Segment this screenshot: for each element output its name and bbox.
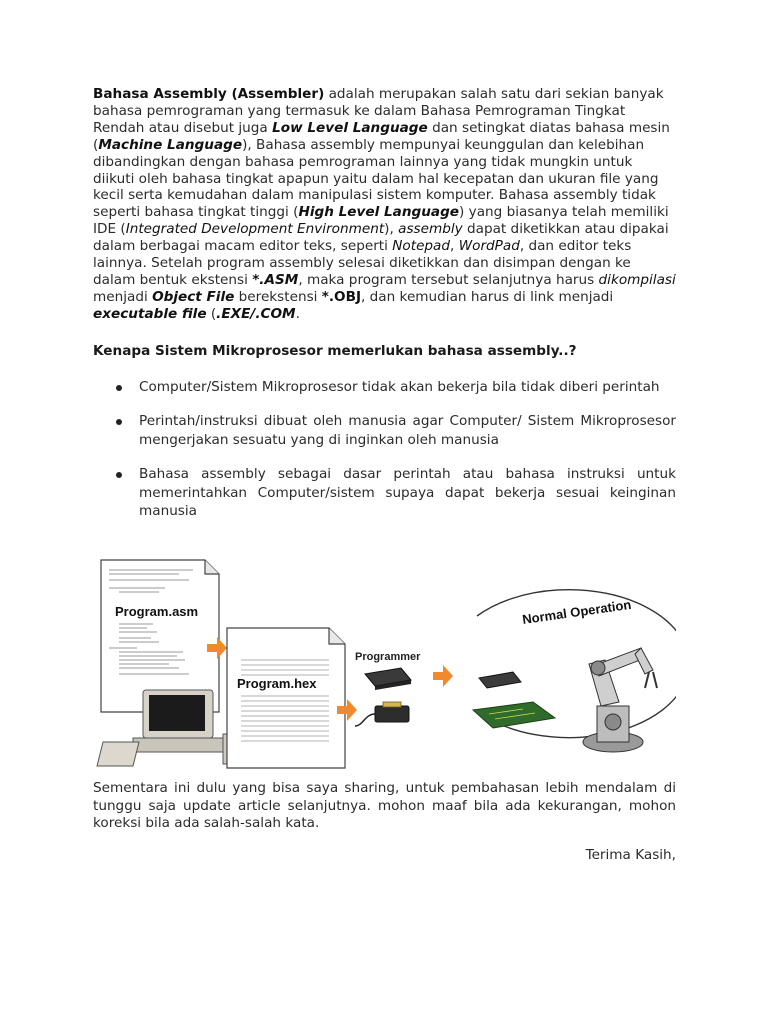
term-notepad: Notepad bbox=[392, 238, 451, 255]
list-item: Perintah/instruksi dibuat oleh manusia agar Computer/ Sistem Mikroprosesor mengerjakan sesuatu yang di inginkan oleh manusia bbox=[93, 412, 676, 449]
circuit-board-icon bbox=[473, 702, 555, 728]
term-bahasa-assembly: Bahasa Assembly (Assembler) bbox=[93, 86, 325, 102]
normal-operation-label: Normal Operation bbox=[521, 596, 633, 627]
chip-icon bbox=[479, 672, 521, 688]
robot-arm-icon bbox=[583, 648, 657, 752]
closing-paragraph: Sementara ini dulu yang bisa saya sharing, untuk pembahasan lebih mendalam di tunggu saja update article selanjutnya. mohon maaf bila ada kekurangan, mohon koreksi bila ada salah-salah kata. bbox=[93, 780, 676, 831]
term-low-level-language: Low Level Language bbox=[272, 119, 428, 136]
list-item: Computer/Sistem Mikroprosesor tidak akan bekerja bila tidak diberi perintah bbox=[93, 378, 676, 397]
normal-operation-scene bbox=[473, 590, 676, 752]
term-machine-language: Machine Language bbox=[98, 136, 243, 153]
program-hex-label: Program.hex bbox=[237, 676, 317, 691]
term-obj: *.OBJ bbox=[321, 288, 362, 305]
programmer-device-icon bbox=[355, 651, 421, 726]
workflow-figure bbox=[93, 556, 676, 770]
term-executable-file: executable file bbox=[93, 305, 207, 322]
term-asm: *.ASM bbox=[252, 271, 299, 288]
term-dikompilasi: dikompilasi bbox=[598, 271, 676, 288]
document-body bbox=[93, 86, 676, 537]
bullet-icon bbox=[116, 472, 122, 478]
workflow-diagram bbox=[93, 556, 676, 770]
program-asm-label: Program.asm bbox=[115, 604, 199, 619]
thanks-signoff: Terima Kasih, bbox=[585, 847, 676, 863]
intro-paragraph: Bahasa Assembly (Assembler) adalah merupakan salah satu dari sekian banyak bahasa pemrograman yang termasuk ke dalam Bahasa Pemrograman Tingkat Rendah atau disebut juga Low Level Language dan setingkat diatas bahasa mesin (Machine Language), Bahasa assembly mempunyai keunggulan dan kelebihan dibandingkan dengan bahasa pemrograman lainnya yang tidak mungkin untuk diikuti oleh bahasa tingkat apapun yaitu dalam hal kecepatan dan ukuran file yang kecil serta kemudahan dalam manipulasi sistem komputer. Bahasa assembly tidak seperti bahasa tingkat tinggi (High Level Language) yang biasanya telah memiliki IDE (Integrated Development Environment), assembly dapat diketikkan atau dipakai dalam berbagai macam editor teks, seperti Notepad, WordPad, dan editor teks lainnya. Setelah program assembly selesai diketikkan dan disimpan dengan ke dalam bentuk ekstensi *.ASM, maka program tersebut selanjutnya harus dikompilasi menjadi Object File berekstensi *.OBJ, dan kemudian harus di link menjadi executable file (.EXE/.COM. bbox=[93, 86, 676, 322]
programmer-label: Programmer bbox=[355, 651, 421, 663]
bullet-icon bbox=[116, 385, 122, 391]
list-item: Bahasa assembly sebagai dasar perintah atau bahasa instruksi untuk memerintahkan Computer/sistem supaya dapat bekerja sesuai keinginan manusia bbox=[93, 465, 676, 521]
reason-list bbox=[93, 378, 676, 521]
bullet-icon bbox=[116, 419, 122, 425]
arrow-right-icon bbox=[433, 665, 453, 687]
term-object-file: Object File bbox=[152, 288, 235, 305]
term-ide: Integrated Development Environment bbox=[125, 221, 385, 238]
term-exe-com: .EXE/.COM bbox=[216, 305, 296, 322]
term-high-level-language: High Level Language bbox=[298, 204, 460, 221]
section-question: Kenapa Sistem Mikroprosesor memerlukan bahasa assembly..? bbox=[93, 342, 577, 359]
program-asm-document-icon bbox=[101, 560, 219, 712]
term-wordpad: WordPad bbox=[458, 238, 520, 255]
program-hex-document-icon bbox=[227, 628, 345, 768]
